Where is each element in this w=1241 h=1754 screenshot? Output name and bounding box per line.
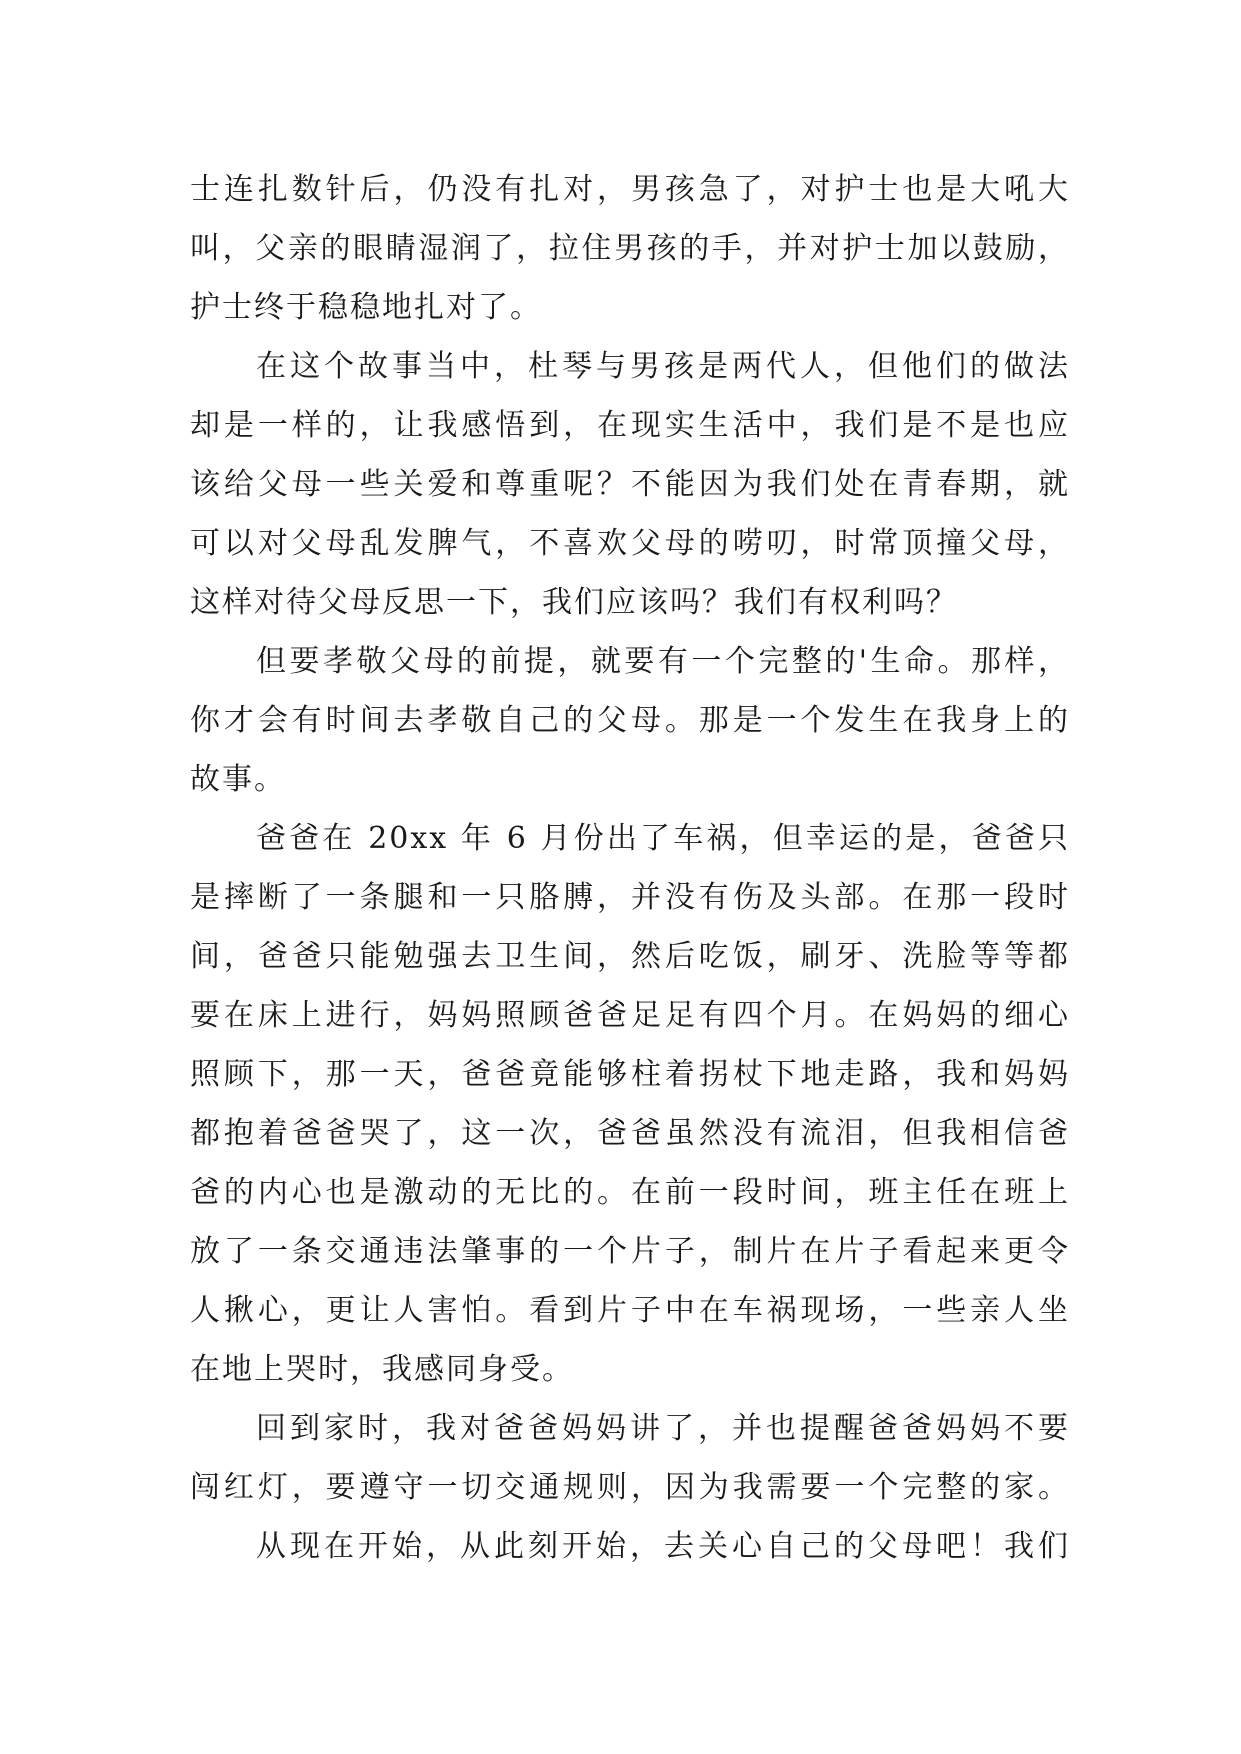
paragraph-first-line: 爸爸在 20xx 年 6 月份出了车祸，但幸运的是，爸爸只 [256, 821, 1070, 856]
text-line: 放了一条交通违法肇事的一个片子，制片在片子看起来更令 [190, 1234, 1070, 1269]
text-line: 是摔断了一条腿和一只胳膊，并没有伤及头部。在那一段时 [190, 880, 1070, 915]
paragraph-first-line: 在这个故事当中，杜琴与男孩是两代人，但他们的做法 [256, 349, 1070, 384]
text-line: 该给父母一些关爱和尊重呢？不能因为我们处在青春期，就 [190, 467, 1070, 502]
text-line: 你才会有时间去孝敬自己的父母。那是一个发生在我身上的 [190, 703, 1070, 738]
text-line: 故事。 [190, 762, 286, 797]
text-line: 士连扎数针后，仍没有扎对，男孩急了，对护士也是大吼大 [190, 172, 1070, 207]
text-line: 可以对父母乱发脾气，不喜欢父母的唠叨，时常顶撞父母， [190, 526, 1070, 561]
paragraph-first-line: 回到家时，我对爸爸妈妈讲了，并也提醒爸爸妈妈不要 [256, 1411, 1070, 1446]
text-line: 都抱着爸爸哭了，这一次，爸爸虽然没有流泪，但我相信爸 [190, 1116, 1070, 1151]
text-line: 爸的内心也是激动的无比的。在前一段时间，班主任在班上 [190, 1175, 1070, 1210]
text-line: 护士终于稳稳地扎对了。 [190, 290, 542, 325]
text-line: 闯红灯，要遵守一切交通规则，因为我需要一个完整的家。 [190, 1470, 1070, 1505]
paragraph-first-line: 从现在开始，从此刻开始，去关心自己的父母吧！我们 [256, 1529, 1070, 1564]
text-line: 在地上哭时，我感同身受。 [190, 1352, 574, 1387]
text-line: 人揪心，更让人害怕。看到片子中在车祸现场，一些亲人坐 [190, 1293, 1070, 1328]
text-line: 间，爸爸只能勉强去卫生间，然后吃饭，刷牙、洗脸等等都 [190, 939, 1070, 974]
text-line: 这样对待父母反思一下，我们应该吗？我们有权利吗？ [190, 585, 958, 620]
text-line: 要在床上进行，妈妈照顾爸爸足足有四个月。在妈妈的细心 [190, 998, 1070, 1033]
text-line: 照顾下，那一天，爸爸竟能够柱着拐杖下地走路，我和妈妈 [190, 1057, 1070, 1092]
text-line: 叫，父亲的眼睛湿润了，拉住男孩的手，并对护士加以鼓励， [190, 231, 1070, 266]
paragraph-first-line: 但要孝敬父母的前提，就要有一个完整的'生命。那样， [256, 644, 1070, 679]
body-text [190, 160, 1070, 1576]
text-line: 却是一样的，让我感悟到，在现实生活中，我们是不是也应 [190, 408, 1070, 443]
